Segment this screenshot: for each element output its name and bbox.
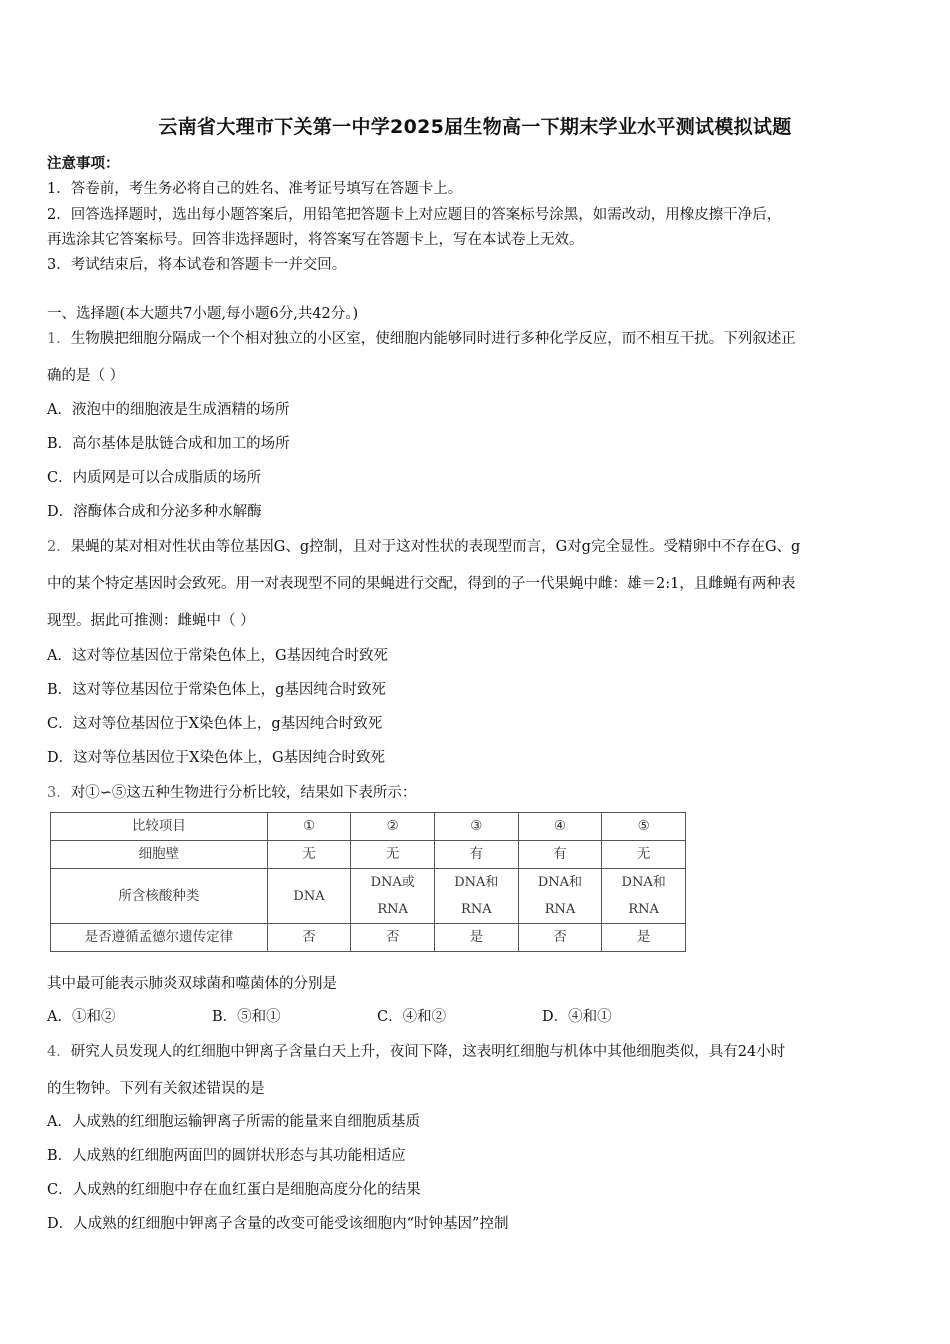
option-d: D．人成熟的红细胞中钾离子含量的改变可能受该细胞内“时钟基因”控制 xyxy=(47,1216,509,1232)
option-b: B．人成熟的红细胞两面凹的圆饼状形态与其功能相适应 xyxy=(47,1148,406,1164)
table-cell xyxy=(518,869,602,924)
option-a: A．①和② xyxy=(47,1009,116,1025)
option-a: A．液泡中的细胞液是生成酒精的场所 xyxy=(47,402,290,418)
option-b: B．这对等位基因位于常染色体上，g基因纯合时致死 xyxy=(47,682,386,698)
option-c: C．这对等位基因位于X染色体上，g基因纯合时致死 xyxy=(47,716,383,732)
question-4-stem-cont: 的生物钟。下列有关叙述错误的是 xyxy=(47,1081,265,1097)
question-text: 对①∽⑤这五种生物进行分析比较，结果如下表所示： xyxy=(70,785,417,801)
option-a: A．人成熟的红细胞运输钾离子所需的能量来自细胞质基质 xyxy=(47,1114,420,1130)
table-cell xyxy=(602,869,686,924)
table-cell: ③ xyxy=(434,813,518,841)
table-cell: 是 xyxy=(602,924,686,952)
table-cell: ① xyxy=(267,813,351,841)
cell-line: DNA和 xyxy=(454,875,499,890)
question-text: 研究人员发现人的红细胞中钾离子含量白天上升，夜间下降，这表明红细胞与机体中其他细胞类似，具有24小时 xyxy=(70,1044,786,1060)
option-c: C．④和② xyxy=(377,1009,447,1025)
option-d: D．溶酶体合成和分泌多种水解酶 xyxy=(47,504,262,520)
question-2-stem xyxy=(47,535,800,556)
cell-line: RNA xyxy=(544,902,576,917)
cell-line: RNA xyxy=(377,902,408,917)
table-cell: ④ xyxy=(518,813,602,841)
cell-line: RNA xyxy=(628,902,659,917)
option-b: B．⑤和① xyxy=(212,1009,281,1025)
notice-heading: 注意事项： xyxy=(47,155,120,172)
table-row xyxy=(51,869,686,924)
notice-item: 2．回答选择题时，选出每小题答案后，用铅笔把答题卡上对应题目的答案标号涂黑，如需改动，用橡皮擦干净后， xyxy=(47,207,782,223)
notice-item: 再选涂其它答案标号。回答非选择题时，将答案写在答题卡上，写在本试卷上无效。 xyxy=(47,232,584,248)
table-cell: 无 xyxy=(602,841,686,869)
cell-line: DNA和 xyxy=(621,875,666,890)
option-d: D．这对等位基因位于X染色体上，G基因纯合时致死 xyxy=(47,750,386,766)
table-cell: 否 xyxy=(351,924,435,952)
question-2-stem-cont: 中的某个特定基因时会致死。用一对表现型不同的果蝇进行交配，得到的子一代果蝇中雌：雄＝2:1，且雌蝇有两种表 xyxy=(47,576,796,592)
question-number: 1． xyxy=(47,331,71,347)
notice-item: 1．答卷前，考生务必将自己的姓名、准考证号填写在答题卡上。 xyxy=(47,181,463,197)
table-cell xyxy=(267,869,351,924)
question-text: 果蝇的某对相对性状由等位基因G、g控制，且对于这对性状的表现型而言，G对g完全显性。受精卵中不存在G、g xyxy=(70,539,801,555)
table-cell: 否 xyxy=(267,924,351,952)
table-cell: 比较项目 xyxy=(51,813,268,841)
option-c: C．人成熟的红细胞中存在血红蛋白是细胞高度分化的结果 xyxy=(47,1182,421,1198)
table-header-row xyxy=(51,813,686,841)
cell-line: DNA和 xyxy=(537,875,583,890)
table-cell: 无 xyxy=(267,841,351,869)
cell-line: DNA或 xyxy=(370,875,415,890)
table-cell: 是 xyxy=(434,924,518,952)
table-cell: 是否遵循孟德尔遗传定律 xyxy=(51,924,268,952)
table-cell: 有 xyxy=(518,841,602,869)
section-heading: 一、选择题(本大题共7小题,每小题6分,共42分。) xyxy=(47,306,359,322)
table-cell: 否 xyxy=(518,924,602,952)
table-cell: 所含核酸种类 xyxy=(51,869,268,924)
table-cell: 有 xyxy=(434,841,518,869)
table-cell xyxy=(434,869,518,924)
page-title: 云南省大理市下关第一中学2025届生物高一下期末学业水平测试模拟试题 xyxy=(158,116,792,138)
table-cell xyxy=(351,869,435,924)
question-2-stem-cont: 现型。据此可推测：雌蝇中（ ） xyxy=(47,613,255,629)
cell-line: DNA xyxy=(293,888,325,904)
question-3-stem xyxy=(47,781,416,802)
question-1-stem-cont: 确的是（ ） xyxy=(47,368,125,384)
option-c: C．内质网是可以合成脂质的场所 xyxy=(47,470,262,486)
question-1-stem xyxy=(47,327,796,348)
notice-item: 3．考试结束后，将本试卷和答题卡一并交回。 xyxy=(47,257,347,273)
table-cell: 细胞壁 xyxy=(51,841,268,869)
cell-line: RNA xyxy=(461,902,492,917)
comparison-table xyxy=(50,812,686,952)
question-4-stem xyxy=(47,1040,785,1061)
table-cell: ⑤ xyxy=(602,813,686,841)
option-b: B．高尔基体是肽链合成和加工的场所 xyxy=(47,436,290,452)
question-number: 4． xyxy=(47,1044,71,1060)
question-text: 生物膜把细胞分隔成一个个相对独立的小区室，使细胞内能够同时进行多种化学反应，而不相互干扰。下列叙述正 xyxy=(70,331,796,347)
table-row xyxy=(51,924,686,952)
table-cell: 无 xyxy=(351,841,435,869)
question-number: 2． xyxy=(47,539,71,555)
table-row xyxy=(51,841,686,869)
question-3-followup: 其中最可能表示肺炎双球菌和噬菌体的分别是 xyxy=(47,976,337,992)
option-d: D．④和① xyxy=(542,1009,612,1025)
option-a: A．这对等位基因位于常染色体上，G基因纯合时致死 xyxy=(47,648,389,664)
table-cell: ② xyxy=(351,813,435,841)
question-number: 3． xyxy=(47,785,71,801)
